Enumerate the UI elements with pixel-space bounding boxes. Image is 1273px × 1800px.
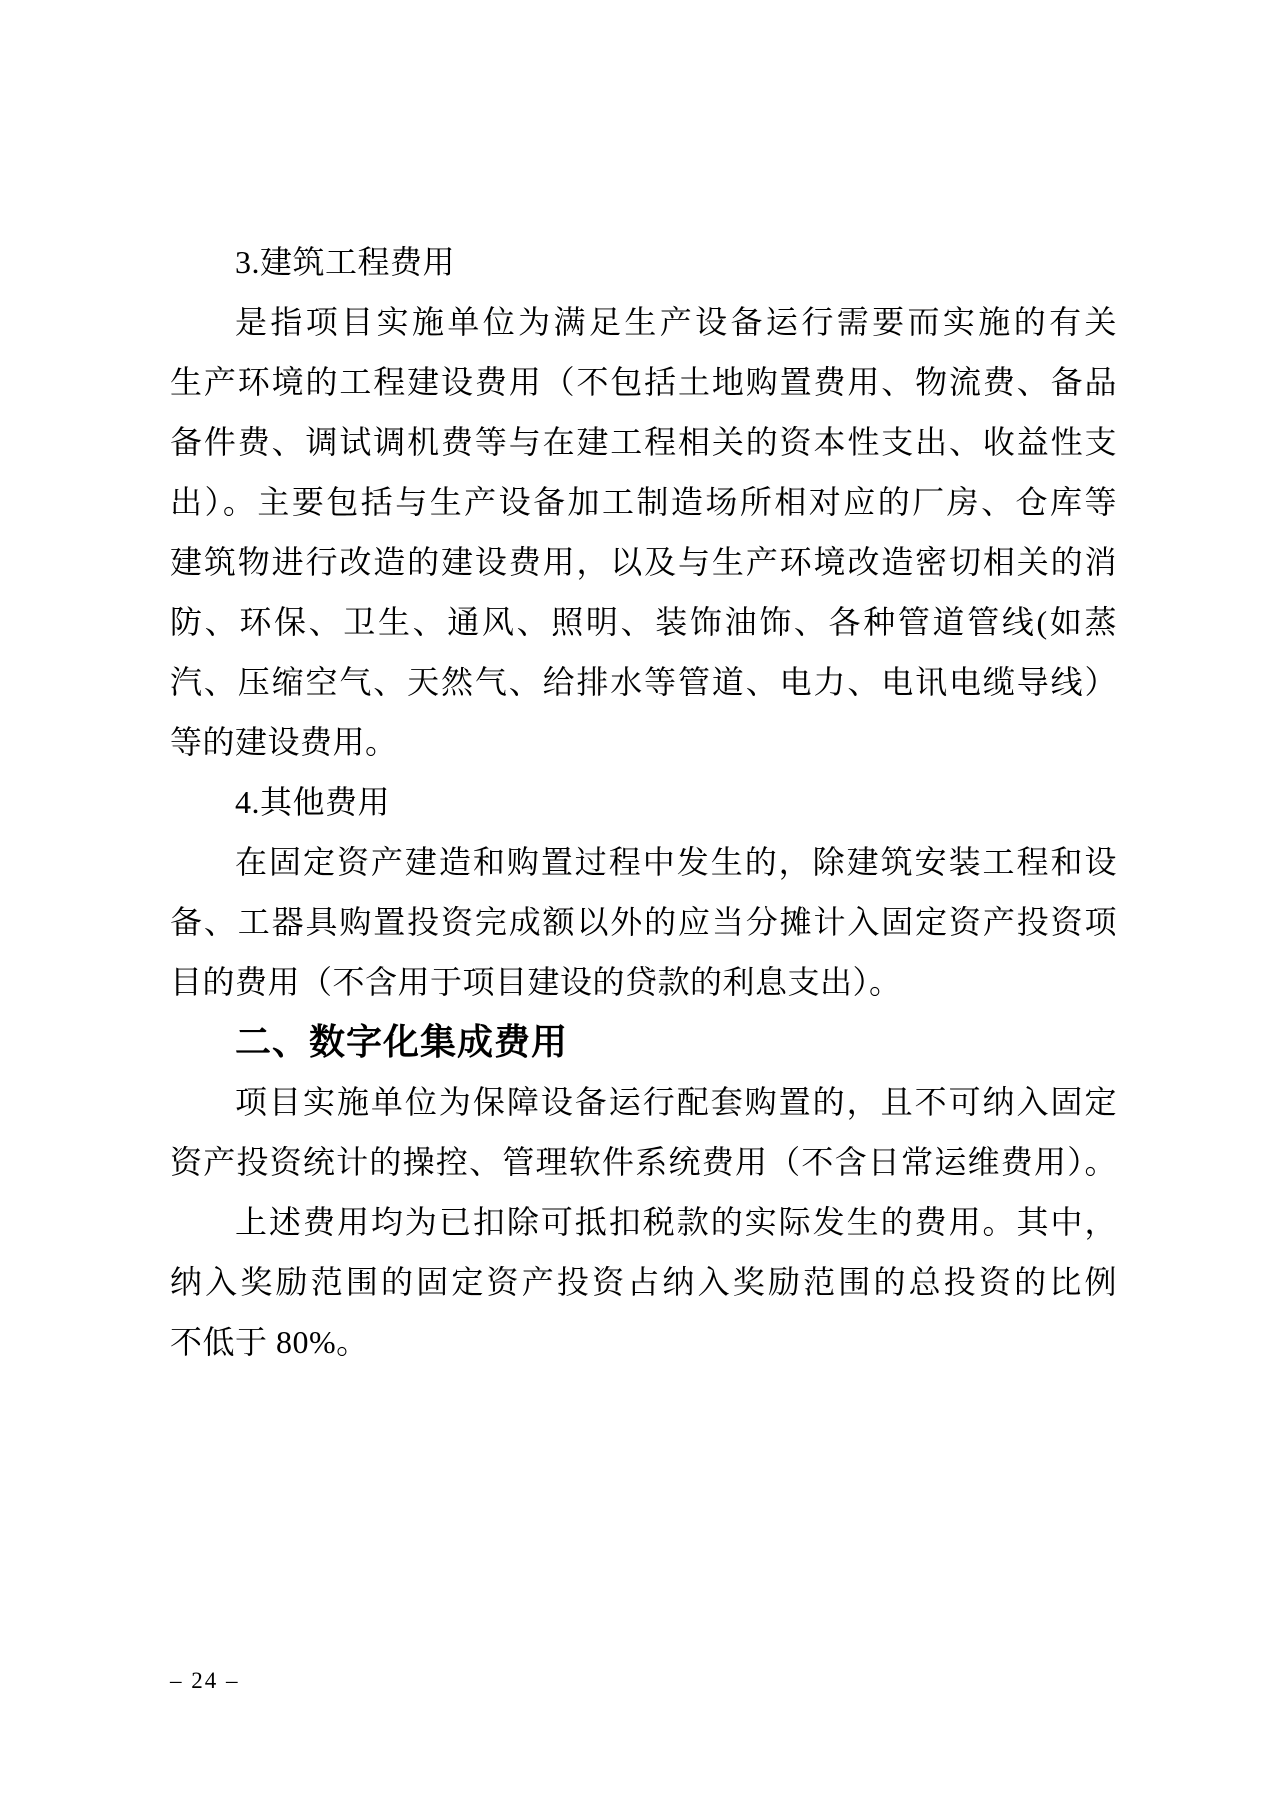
page-body-text <box>170 232 1117 1372</box>
section-2-heading: 二、数字化集成费用 <box>235 1021 569 1062</box>
paragraph-line: 在固定资产建造和购置过程中发生的，除建筑安装工程和设 <box>235 844 1117 880</box>
paragraph-line: 生产环境的工程建设费用（不包括土地购置费用、物流费、备品 <box>170 364 1117 400</box>
paragraph-line: 纳入奖励范围的固定资产投资占纳入奖励范围的总投资的比例 <box>170 1264 1117 1300</box>
paragraph-line: 防、环保、卫生、通风、照明、装饰油饰、各种管道管线(如蒸 <box>170 604 1117 640</box>
paragraph-line: 备件费、调试调机费等与在建工程相关的资本性支出、收益性支 <box>170 424 1117 460</box>
page-number: – 24 – <box>170 1668 240 1693</box>
paragraph-line: 目的费用（不含用于项目建设的贷款的利息支出）。 <box>170 964 902 1000</box>
paragraph-line: 不低于 80%。 <box>170 1324 369 1360</box>
item-4-title: 4.其他费用 <box>235 784 391 820</box>
item-3-title: 3.建筑工程费用 <box>235 244 456 280</box>
paragraph-line: 出）。主要包括与生产设备加工制造场所相对应的厂房、仓库等 <box>170 484 1117 520</box>
paragraph-line: 等的建设费用。 <box>170 724 398 760</box>
paragraph-line: 项目实施单位为保障设备运行配套购置的，且不可纳入固定 <box>235 1084 1117 1120</box>
paragraph-line: 汽、压缩空气、天然气、给排水等管道、电力、电讯电缆导线） <box>170 664 1117 700</box>
paragraph-line: 资产投资统计的操控、管理软件系统费用（不含日常运维费用）。 <box>170 1144 1117 1180</box>
paragraph-line: 备、工器具购置投资完成额以外的应当分摊计入固定资产投资项 <box>170 904 1117 940</box>
paragraph-line: 是指项目实施单位为满足生产设备运行需要而实施的有关 <box>235 304 1117 340</box>
paragraph-line: 上述费用均为已扣除可抵扣税款的实际发生的费用。其中， <box>235 1204 1117 1240</box>
paragraph-line: 建筑物进行改造的建设费用，以及与生产环境改造密切相关的消 <box>170 544 1117 580</box>
